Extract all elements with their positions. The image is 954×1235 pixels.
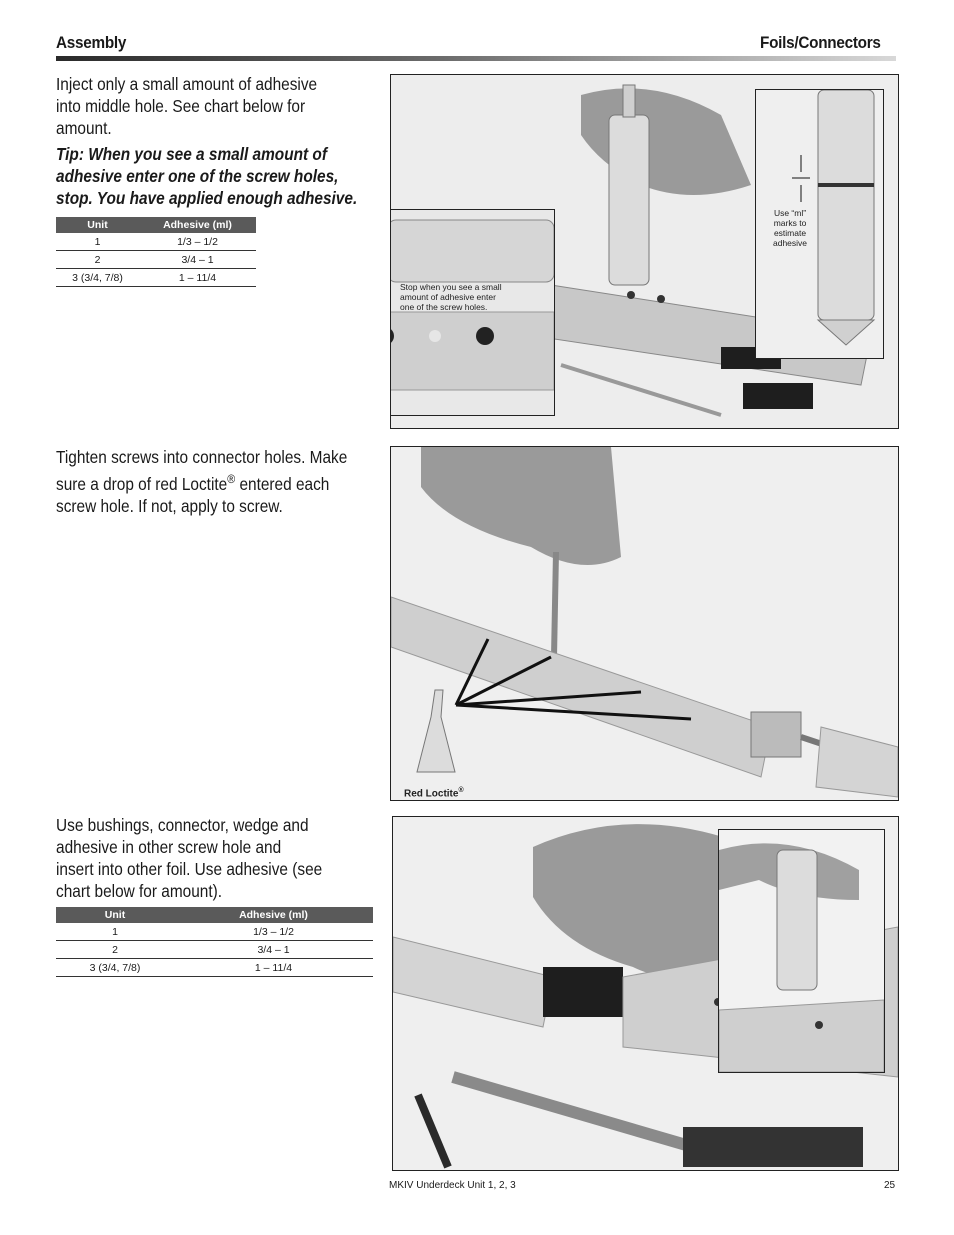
text-line: chart below for amount). <box>56 881 223 901</box>
instruction-bushings <box>56 814 322 902</box>
adhesive-cell: 1 – 11/4 <box>174 959 373 977</box>
table-row <box>56 923 373 941</box>
page-number: 25 <box>884 1180 896 1191</box>
text-line: Tighten screws into connector holes. Make <box>56 447 348 467</box>
tip-line: adhesive enter one of the screw holes, <box>56 166 339 186</box>
label-text: Red Loctite <box>404 788 459 800</box>
text-line <box>56 468 347 495</box>
caption-line: Use “ml” <box>773 208 807 218</box>
callout-stop <box>400 282 502 312</box>
table-row <box>56 941 373 959</box>
unit-cell: 3 (3/4, 7/8) <box>56 269 139 287</box>
footer-doc-title: MKIV Underdeck Unit 1, 2, 3 <box>389 1180 516 1191</box>
registered-mark: ® <box>458 787 464 794</box>
loctite-label <box>404 786 464 799</box>
callout-line: amount of adhesive enter <box>400 292 496 302</box>
unit-cell: 1 <box>56 923 174 941</box>
text-fragment: entered each <box>235 473 330 494</box>
adhesive-cell: 1/3 – 1/2 <box>174 923 373 941</box>
adhesive-cell: 3/4 – 1 <box>139 251 256 269</box>
caption-line: estimate <box>773 228 807 238</box>
adhesive-cell: 3/4 – 1 <box>174 941 373 959</box>
adhesive-cell: 1/3 – 1/2 <box>139 233 256 251</box>
unit-cell: 2 <box>56 941 174 959</box>
text-fragment: sure a drop of red Loctite <box>56 473 228 494</box>
text-line: insert into other foil. Use adhesive (see <box>56 859 323 879</box>
caption-line: adhesive <box>772 238 808 248</box>
text-line: Use bushings, connector, wedge and <box>56 815 309 835</box>
table-row <box>56 959 373 977</box>
text-line: screw hole. If not, apply to screw. <box>56 495 283 516</box>
photo-tighten-screws <box>390 446 899 801</box>
text-line: adhesive in other screw hole and <box>56 837 282 857</box>
instruction-inject <box>56 73 317 139</box>
unit-cell: 3 (3/4, 7/8) <box>56 959 174 977</box>
callout-line: one of the screw holes. <box>400 302 488 312</box>
unit-cell: 2 <box>56 251 139 269</box>
table-header: Adhesive (ml) <box>139 217 256 233</box>
unit-cell: 1 <box>56 233 139 251</box>
inset-foil-closeup <box>390 209 555 416</box>
inset-caption <box>766 208 814 248</box>
adhesive-table-1 <box>56 217 256 287</box>
header-divider <box>56 56 896 61</box>
adhesive-cell: 1 – 11/4 <box>139 269 256 287</box>
inset-syringe-foil <box>718 829 885 1073</box>
text-line: amount. <box>56 118 112 138</box>
caption-line: marks to <box>773 218 807 228</box>
text-line: into middle hole. See chart below for <box>56 96 306 116</box>
table-header: Adhesive (ml) <box>174 907 373 923</box>
instruction-tighten <box>56 446 347 517</box>
table-row <box>56 233 256 251</box>
text-line: Inject only a small amount of adhesive <box>56 74 318 94</box>
tip-text <box>56 143 357 209</box>
table-header: Unit <box>56 907 174 923</box>
inset-syringe-marks <box>755 89 884 359</box>
table-row <box>56 251 256 269</box>
tip-line: stop. You have applied enough adhesive. <box>56 188 358 208</box>
tip-line: Tip: When you see a small amount of <box>56 144 327 164</box>
table-header: Unit <box>56 217 139 233</box>
photo-syringe-injection <box>390 74 899 429</box>
subsection-title: Foils/Connectors <box>760 33 881 52</box>
section-title: Assembly <box>56 33 127 52</box>
adhesive-table-2 <box>56 907 373 977</box>
photo-insert-foil <box>392 816 899 1171</box>
table-row <box>56 269 256 287</box>
registered-mark: ® <box>227 472 236 486</box>
callout-line: Stop when you see a small <box>400 282 502 292</box>
